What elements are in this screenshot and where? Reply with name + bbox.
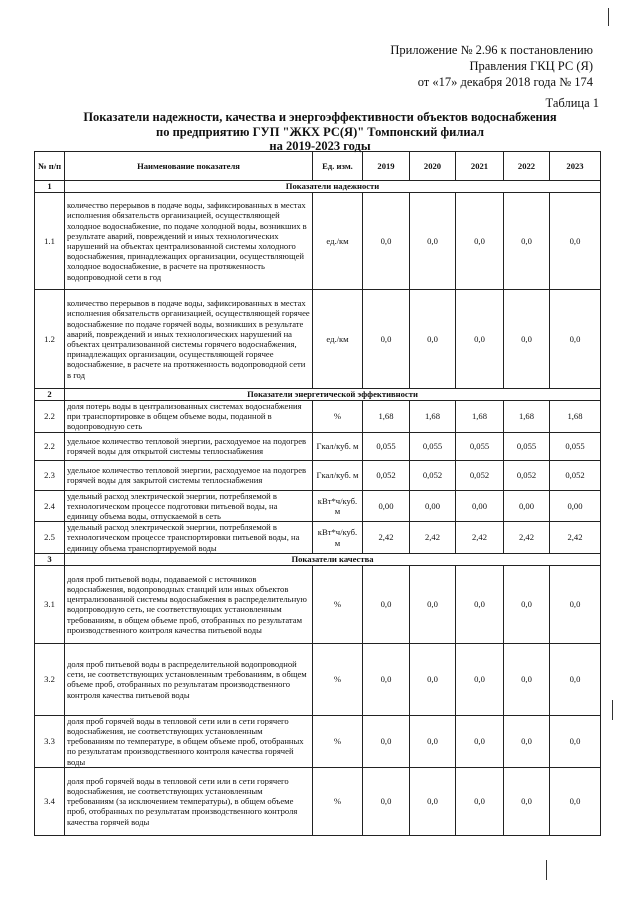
document-header [390, 42, 593, 90]
value-cell: 1,68 [550, 401, 601, 433]
value-cell: 0,055 [363, 432, 410, 460]
col-2021-header: 2021 [456, 152, 504, 181]
value-cell: 1,68 [456, 401, 504, 433]
table-row [35, 715, 601, 767]
unit-cell: % [313, 715, 363, 767]
value-cell: 0,052 [410, 460, 456, 490]
unit-cell: кВт*ч/куб. м [313, 490, 363, 522]
value-cell: 0,0 [410, 290, 456, 389]
value-cell: 0,0 [504, 290, 550, 389]
value-cell: 0,0 [363, 767, 410, 835]
table-row [35, 565, 601, 643]
value-cell: 0,055 [410, 432, 456, 460]
indicator-name: удельное количество тепловой энергии, расходуемое на подогрев горячей воды для открытой системы теплоснабжения [65, 432, 313, 460]
table-row [35, 490, 601, 522]
table-row [35, 290, 601, 389]
section-row [35, 181, 601, 193]
indicator-name: доля потерь воды в централизованных системах водоснабжения при транспортировке в общем объеме воды, поданной в водопроводную сеть [65, 401, 313, 433]
value-cell: 0,0 [504, 193, 550, 290]
value-cell: 2,42 [504, 522, 550, 554]
row-number: 3.1 [35, 565, 65, 643]
unit-cell: % [313, 643, 363, 715]
value-cell: 0,0 [363, 565, 410, 643]
value-cell: 0,0 [550, 767, 601, 835]
value-cell: 0,0 [504, 715, 550, 767]
table-row [35, 401, 601, 433]
value-cell: 0,055 [504, 432, 550, 460]
value-cell: 0,052 [456, 460, 504, 490]
section-number: 2 [35, 389, 65, 401]
value-cell: 0,0 [363, 715, 410, 767]
indicator-name: удельное количество тепловой энергии, расходуемое на подогрев горячей воды для закрытой системы теплоснабжения [65, 460, 313, 490]
table-label: Таблица 1 [545, 96, 599, 110]
row-number: 2.5 [35, 522, 65, 554]
value-cell: 0,0 [456, 193, 504, 290]
table-row [35, 460, 601, 490]
row-number: 3.3 [35, 715, 65, 767]
header-line-3: от «17» декабря 2018 года № 174 [417, 75, 593, 89]
indicator-name: количество перерывов в подаче воды, зафиксированных в местах исполнения обязательств организацией, осуществляющей холодное водоснабжение, по подаче холодной воды, возникших в результате аварий, повреждений и иных технологических нарушений на объектах централизованной системы холодного водоснабжения, принадлежащих организации, осуществляющей холодное водоснабжение, в расчете на протяженность водопроводной сети в год [65, 193, 313, 290]
section-number: 1 [35, 181, 65, 193]
table-row [35, 643, 601, 715]
value-cell: 0,00 [504, 490, 550, 522]
value-cell: 0,052 [504, 460, 550, 490]
document-title [40, 110, 600, 154]
col-unit-header: Ед. изм. [313, 152, 363, 181]
value-cell: 0,00 [410, 490, 456, 522]
col-2023-header: 2023 [550, 152, 601, 181]
value-cell: 0,0 [550, 565, 601, 643]
section-title: Показатели качества [65, 553, 601, 565]
unit-cell: % [313, 401, 363, 433]
value-cell: 0,0 [410, 715, 456, 767]
unit-cell: % [313, 565, 363, 643]
value-cell: 0,0 [363, 643, 410, 715]
section-row [35, 553, 601, 565]
row-number: 3.2 [35, 643, 65, 715]
value-cell: 0,0 [410, 565, 456, 643]
value-cell: 0,052 [550, 460, 601, 490]
row-number: 2.3 [35, 460, 65, 490]
unit-cell: ед./км [313, 290, 363, 389]
section-title: Показатели энергетической эффективности [65, 389, 601, 401]
value-cell: 0,0 [550, 193, 601, 290]
row-number: 3.4 [35, 767, 65, 835]
row-number: 2.4 [35, 490, 65, 522]
unit-cell: кВт*ч/куб. м [313, 522, 363, 554]
value-cell: 0,055 [550, 432, 601, 460]
value-cell: 0,0 [550, 290, 601, 389]
value-cell: 0,0 [456, 767, 504, 835]
value-cell: 0,0 [456, 715, 504, 767]
indicators-table [34, 151, 601, 836]
value-cell: 0,0 [456, 565, 504, 643]
table-header-row [35, 152, 601, 181]
scan-mark [546, 860, 547, 880]
indicator-name: удельный расход электрической энергии, потребляемой в технологическом процессе подготовки питьевой воды, на единицу объема воды, отпускаемой в сеть [65, 490, 313, 522]
row-number: 2.2 [35, 401, 65, 433]
unit-cell: ед./км [313, 193, 363, 290]
col-num-header: № п/п [35, 152, 65, 181]
row-number: 2.2 [35, 432, 65, 460]
row-number: 1.2 [35, 290, 65, 389]
header-line-2: Правления ГКЦ РС (Я) [469, 59, 593, 73]
table-row [35, 432, 601, 460]
row-number: 1.1 [35, 193, 65, 290]
value-cell: 1,68 [410, 401, 456, 433]
value-cell: 0,0 [363, 290, 410, 389]
indicator-name: доля проб питьевой воды в распределительной водопроводной сети, не соответствующих установленным требованиям, в общем объеме проб, отобранных по результатам производственного контроля качества питьевой воды [65, 643, 313, 715]
value-cell: 0,0 [410, 767, 456, 835]
table-body [35, 181, 601, 836]
header-line-1: Приложение № 2.96 к постановлению [390, 43, 593, 57]
indicator-name: доля проб горячей воды в тепловой сети или в сети горячего водоснабжения, не соответствующих установленным требованиям по температуре, в общем объеме проб, отобранных по результатам производственного контроля качества горячей воды [65, 715, 313, 767]
table-row [35, 767, 601, 835]
value-cell: 2,42 [363, 522, 410, 554]
value-cell: 0,0 [550, 715, 601, 767]
value-cell: 0,0 [550, 643, 601, 715]
section-number: 3 [35, 553, 65, 565]
value-cell: 0,0 [504, 565, 550, 643]
value-cell: 0,0 [456, 290, 504, 389]
value-cell: 0,00 [550, 490, 601, 522]
value-cell: 0,0 [504, 643, 550, 715]
value-cell: 1,68 [504, 401, 550, 433]
scan-mark [612, 700, 613, 720]
indicator-name: доля проб питьевой воды, подаваемой с источников водоснабжения, водопроводных станций или иных объектов централизованной системы водоснабжения в распределительную водопроводную сеть, не соответствующих установленным требованиям, в общем объеме проб, отобранных по результатам производственного контроля качества питьевой воды [65, 565, 313, 643]
indicator-name: удельный расход электрической энергии, потребляемой в технологическом процессе транспортировки питьевой воды, на единицу объема транспортируемой воды [65, 522, 313, 554]
value-cell: 2,42 [456, 522, 504, 554]
scan-mark [608, 8, 609, 26]
value-cell: 0,0 [363, 193, 410, 290]
value-cell: 2,42 [550, 522, 601, 554]
value-cell: 0,00 [456, 490, 504, 522]
unit-cell: Гкал/куб. м [313, 432, 363, 460]
section-row [35, 389, 601, 401]
value-cell: 0,00 [363, 490, 410, 522]
value-cell: 0,055 [456, 432, 504, 460]
value-cell: 0,0 [410, 193, 456, 290]
indicator-name: количество перерывов в подаче воды, зафиксированных в местах исполнения обязательств организацией, осуществляющей горячее водоснабжение по подаче горячей воды, возникших в результате аварий, повреждений и иных технологических нарушений на объектах централизованной системы горячего водоснабжения, принадлежащих организации, осуществляющей горячее водоснабжение, в расчете на протяженность водопроводной сети в год [65, 290, 313, 389]
value-cell: 0,0 [456, 643, 504, 715]
col-2020-header: 2020 [410, 152, 456, 181]
section-title: Показатели надежности [65, 181, 601, 193]
col-2022-header: 2022 [504, 152, 550, 181]
value-cell: 0,0 [504, 767, 550, 835]
unit-cell: % [313, 767, 363, 835]
value-cell: 0,052 [363, 460, 410, 490]
title-line-1: Показатели надежности, качества и энергоэффективности объектов водоснабжения [83, 110, 557, 124]
col-name-header: Наименование показателя [65, 152, 313, 181]
title-line-2: по предприятию ГУП "ЖКХ РС(Я)" Томпонский филиал [156, 124, 484, 139]
table-row [35, 522, 601, 554]
title-line-3: на 2019-2023 годы [269, 139, 371, 153]
col-2019-header: 2019 [363, 152, 410, 181]
value-cell: 2,42 [410, 522, 456, 554]
indicator-name: доля проб горячей воды в тепловой сети или в сети горячего водоснабжения, не соответствующих установленным требованиям (за исключением температуры), в общем объеме проб, отобранных по результатам производственного контроля качества горячей воды [65, 767, 313, 835]
value-cell: 1,68 [363, 401, 410, 433]
table-row [35, 193, 601, 290]
unit-cell: Гкал/куб. м [313, 460, 363, 490]
value-cell: 0,0 [410, 643, 456, 715]
